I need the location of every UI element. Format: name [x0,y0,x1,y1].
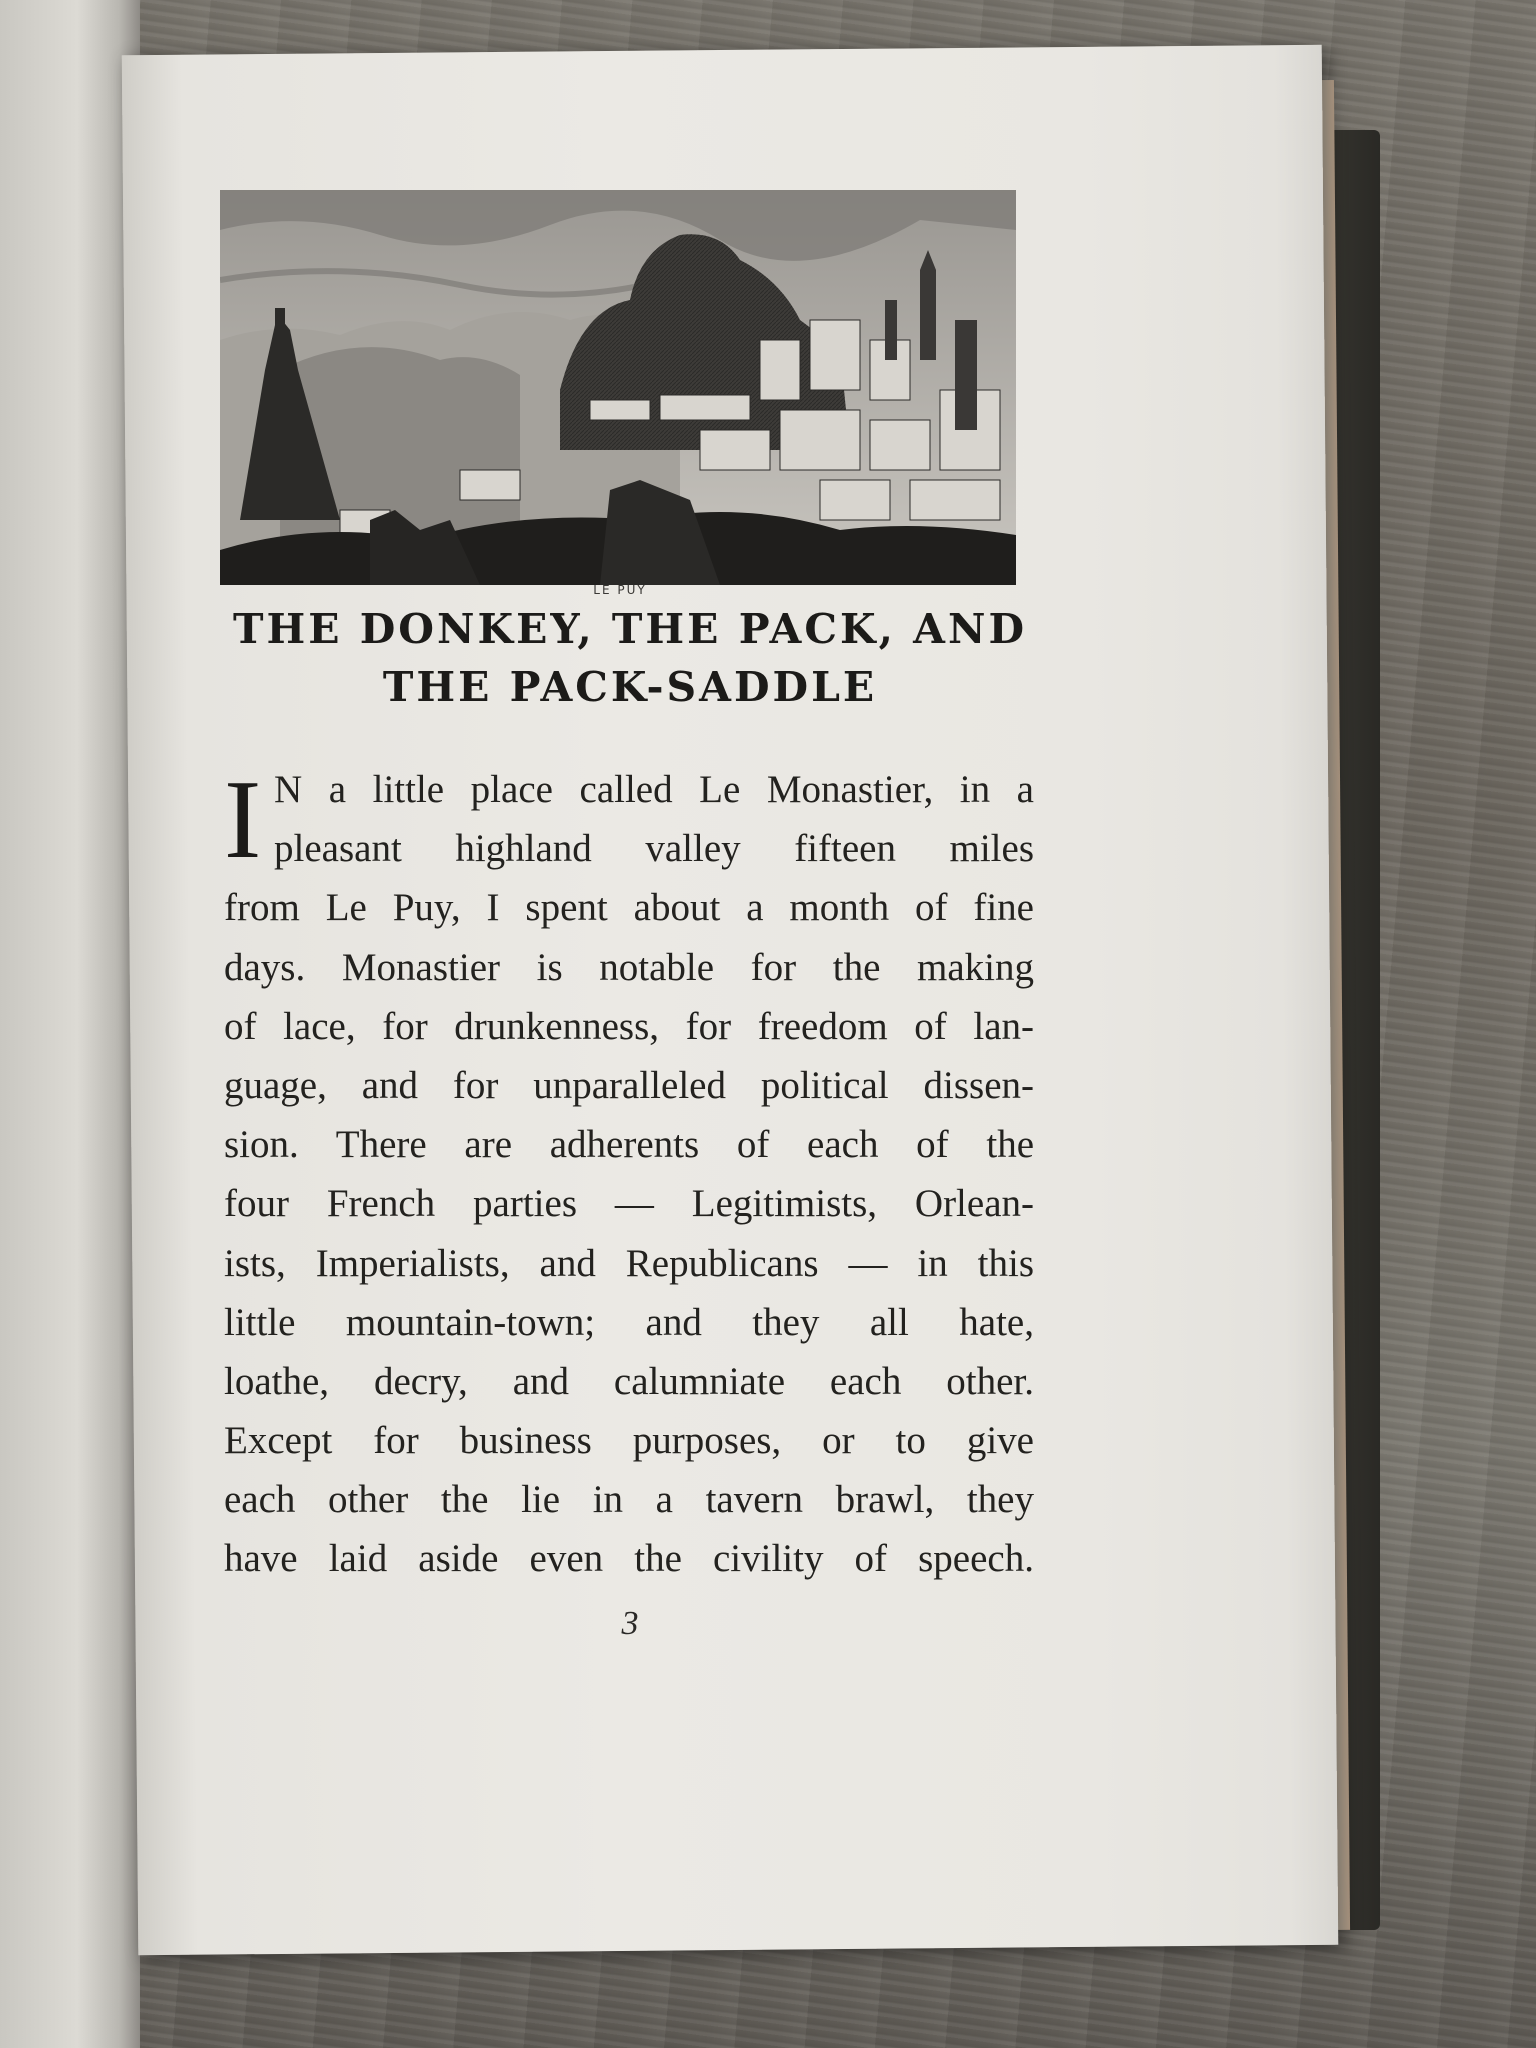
text-line: from Le Puy, I spent about a month of fine [224,886,1034,930]
drop-cap: I [224,758,262,882]
left-page-edge [0,0,140,2048]
text-line: days. Monastier is notable for the making [224,945,1034,989]
illustration-caption: LE PUY [593,583,647,597]
text-line: have laid aside even the civility of speech. [224,1537,1034,1581]
text-line: guage, and for unparalleled political dissen- [224,1063,1034,1107]
text-line: ists, Imperialists, and Republicans — in this [224,1241,1034,1285]
chapter-title-line-2: THE PACK-SADDLE [382,663,878,711]
le-puy-engraving [220,190,1016,585]
text-line: sion. There are adherents of each of the [224,1123,1034,1167]
text-line: each other the lie in a tavern brawl, they [224,1478,1034,1522]
text-line: N a little place called Le Monastier, in a [274,768,1034,811]
page-number: 3 [621,1605,639,1642]
text-line: Except for business purposes, or to give [224,1419,1034,1463]
chapter-title [220,600,1040,716]
text-line: little mountain-town; and they all hate, [224,1300,1034,1344]
text-line: loathe, decry, and calumniate each other. [224,1359,1034,1403]
chapter-title-line-1: THE DONKEY, THE PACK, AND [232,605,1028,653]
body-paragraph [224,760,1034,1589]
text-line: pleasant highland valley fifteen miles [274,827,1034,871]
text-line: of lace, for drunkenness, for freedom of lan- [224,1004,1034,1048]
text-line: four French parties — Legitimists, Orlean- [224,1182,1034,1226]
